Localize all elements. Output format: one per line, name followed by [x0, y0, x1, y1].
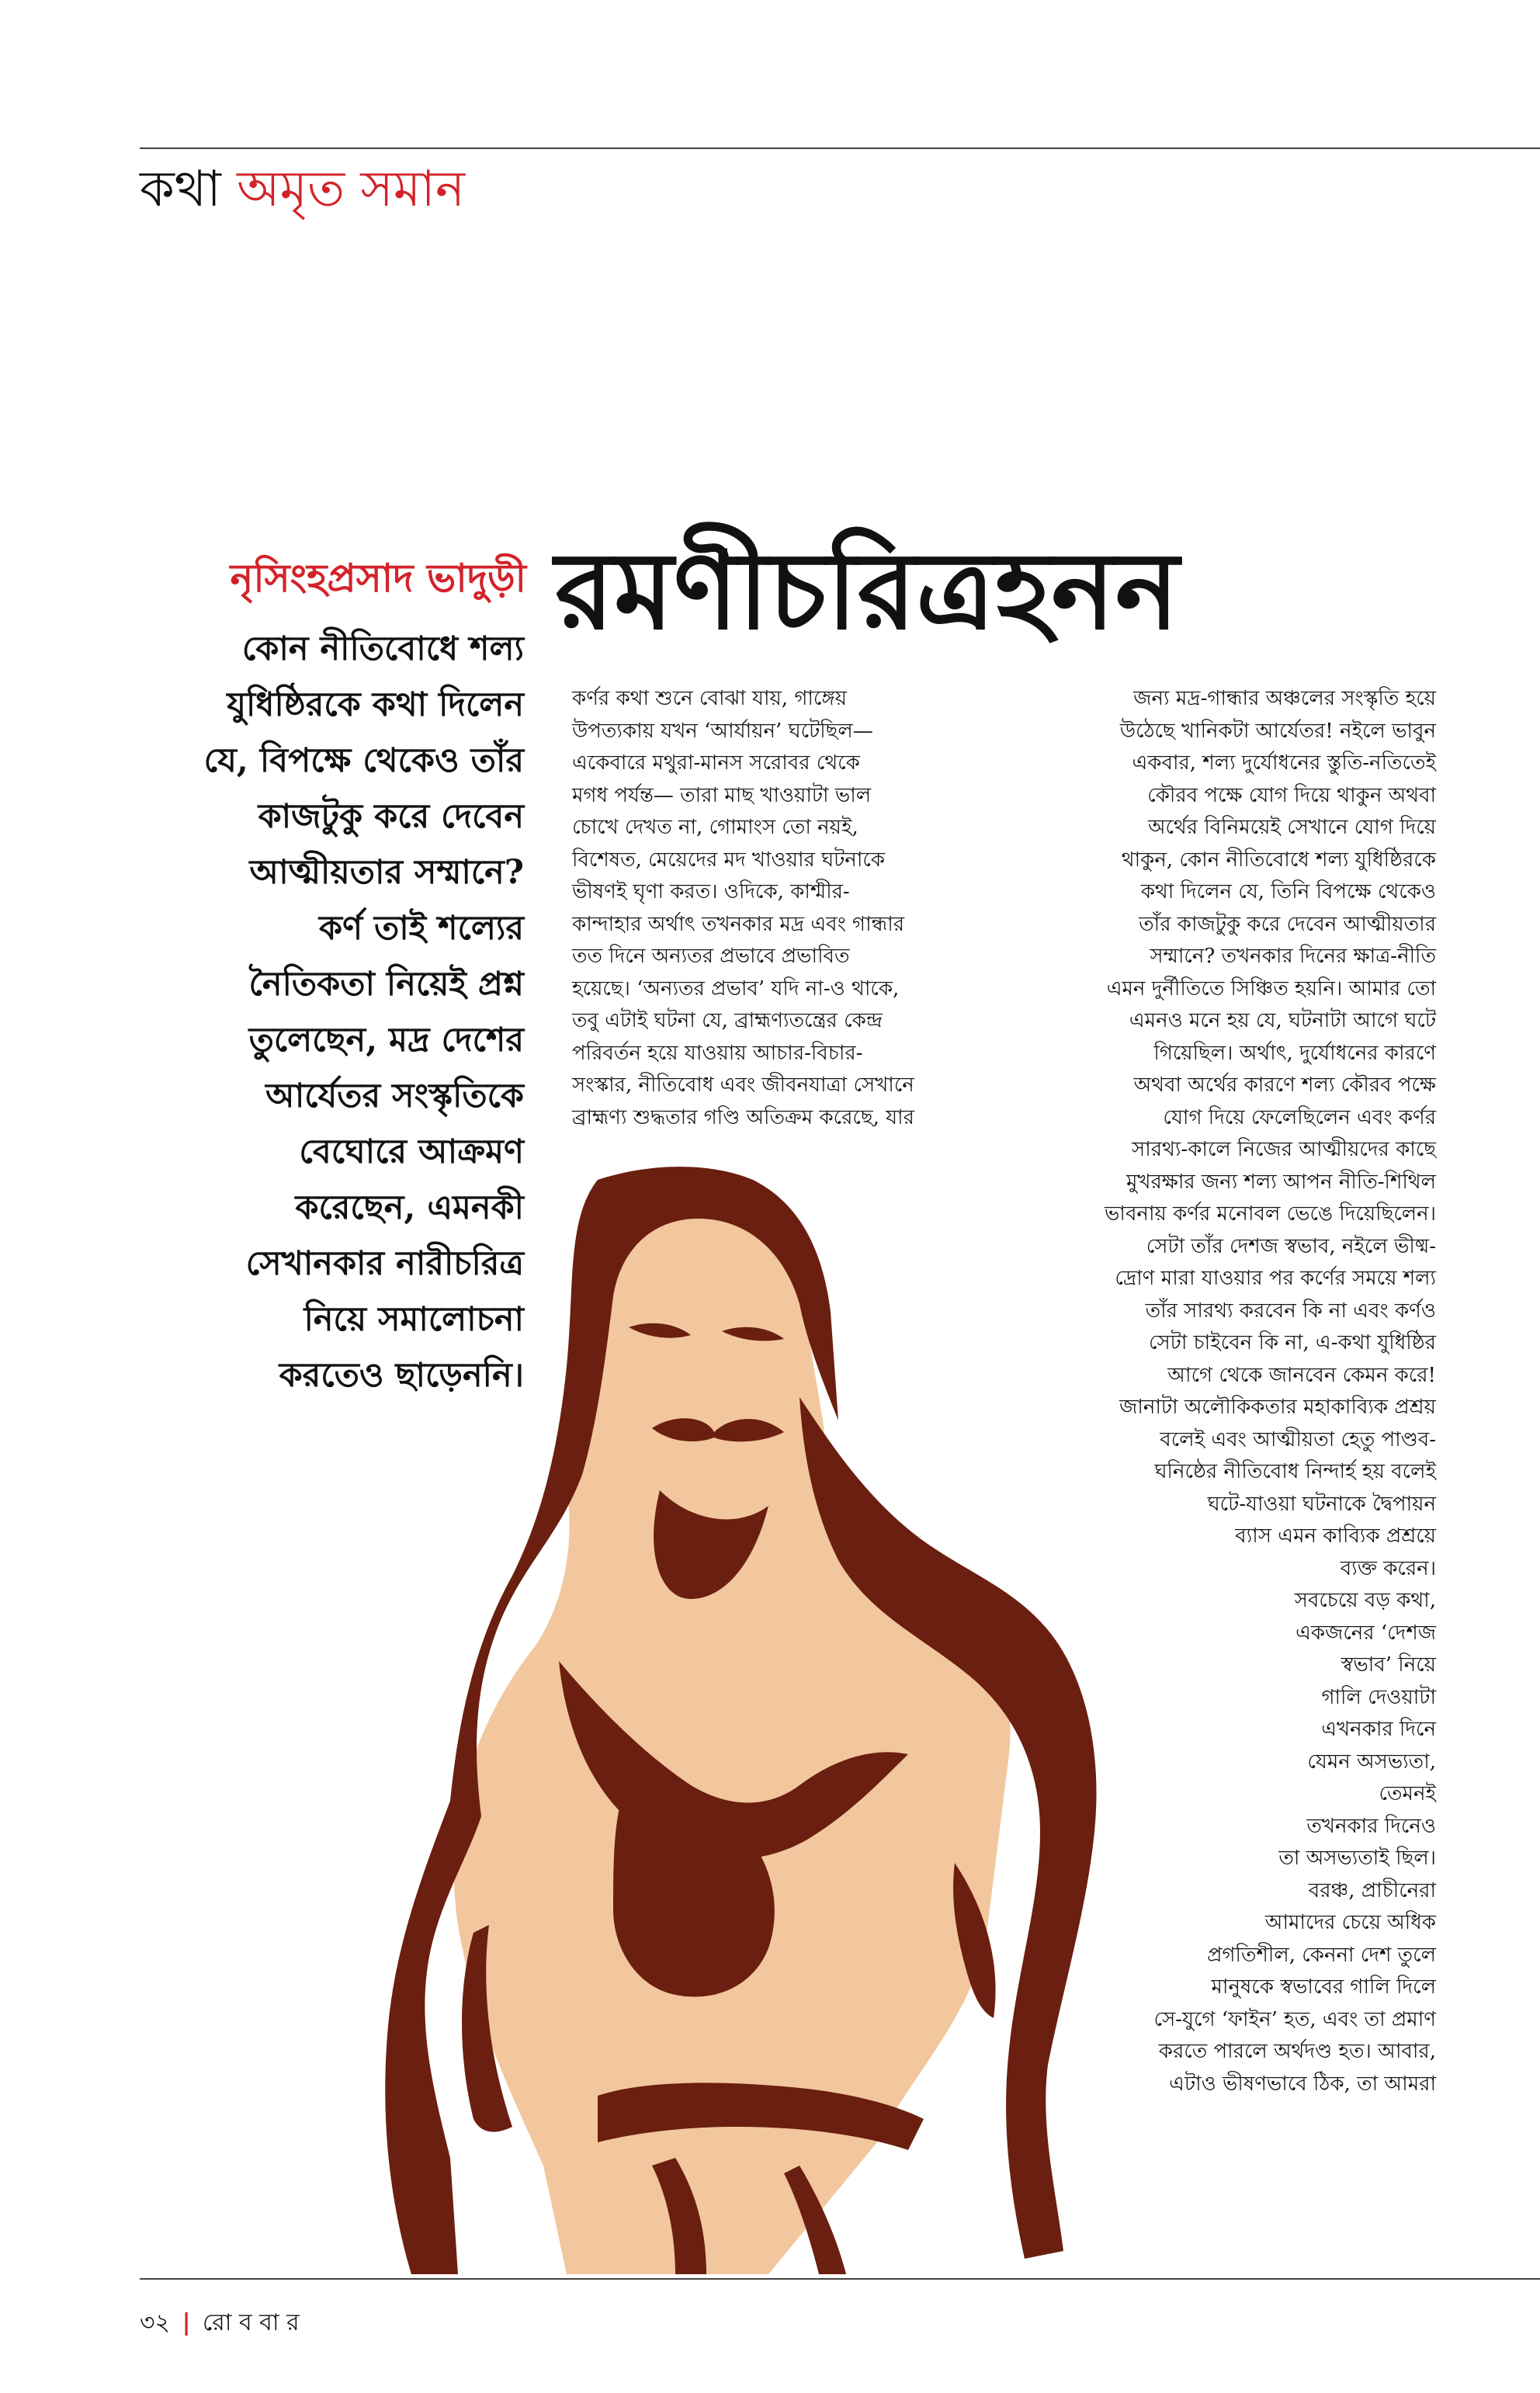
column2-line: থাকুন, কোন নীতিবোধে শল্য যুধিষ্ঠিরকে: [1121, 848, 1436, 872]
article-headline: রমণীচরিত্রহনন: [555, 527, 1179, 654]
column1-line: সংস্কার, নীতিবোধ এবং জীবনযাত্রা সেখানে: [572, 1073, 914, 1097]
pull-quote-line: করেছেন, এমনকী: [295, 1188, 524, 1227]
column2-line: ব্যক্ত করেন।: [1340, 1556, 1436, 1580]
column2-line: জানাটা অলৌকিকতার মহাকাব্যিক প্রশ্রয়: [1119, 1396, 1436, 1419]
pull-quote-line: সেখানকার নারীচরিত্র: [245, 1244, 524, 1283]
bottom-rule: [140, 2278, 1540, 2280]
column2-line: মানুষকে স্বভাবের গালি দিলে: [1211, 1975, 1436, 1999]
column2-line: এটাও ভীষণভাবে ঠিক, তা আমরা: [1169, 2072, 1436, 2096]
column2-line: তাঁর কাজটুকু করে দেবেন আত্মীয়তার: [1139, 912, 1436, 936]
column2-line: একজনের ‘দেশজ: [1295, 1621, 1436, 1645]
pull-quote-line: নিয়ে সমালোচনা: [303, 1300, 524, 1339]
column2-line: আগে থেকে জানবেন কেমন করে!: [1167, 1363, 1436, 1387]
column2-line: অর্থের বিনিময়েই সেখানে যোগ দিয়ে: [1147, 816, 1436, 839]
column1-line: বিশেষত, মেয়েদের মদ খাওয়ার ঘটনাকে: [572, 848, 885, 872]
column2-line: সম্মানে? তখনকার দিনের ক্ষাত্র-নীতি: [1150, 945, 1436, 968]
column2-line: সেটা চাইবেন কি না, এ-কথা যুধিষ্ঠির: [1148, 1331, 1436, 1354]
column2-line: ব্যাস এমন কাব্যিক প্রশ্রয়ে: [1235, 1524, 1436, 1548]
column1-line: কান্দাহার অর্থাৎ তখনকার মদ্র এবং গান্ধার: [572, 912, 905, 936]
column2-line: অথবা অর্থের কারণে শল্য কৌরব পক্ষে: [1133, 1073, 1436, 1097]
section-header: [140, 161, 466, 218]
column1-line: ভীষণই ঘৃণা করত। ওদিকে, কাশ্মীর-: [572, 880, 850, 903]
pull-quote-line: করতেও ছাড়েননি।: [279, 1356, 524, 1395]
column2-line: সারথ্য-কালে নিজের আত্মীয়দের কাছে: [1132, 1138, 1436, 1161]
column2-line: গিয়েছিল। অর্থাৎ, দুর্যোধনের কারণে: [1153, 1041, 1436, 1065]
column2-line: ঘটে-যাওয়া ঘটনাকে দ্বৈপায়ন: [1207, 1492, 1436, 1516]
column2-line: একবার, শল্য দুর্যোধনের স্তুতি-নতিতেই: [1132, 751, 1436, 775]
column2-line: যেমন অসভ্যতা,: [1307, 1750, 1436, 1774]
pull-quote-line: কর্ণ তাই শল্যের: [318, 909, 524, 948]
column2-line: সবচেয়ে বড় কথা,: [1294, 1589, 1436, 1612]
pull-quote-line: তুলেছেন, মদ্র দেশের: [248, 1021, 524, 1060]
column2-line: এমন দুর্নীতিতে সিঞ্চিত হয়নি। আমার তো: [1106, 976, 1436, 1001]
magazine-name: রো ব বা র: [203, 2309, 300, 2336]
column2-line: তাঁর সারথ্য করবেন কি না এবং কর্ণও: [1145, 1299, 1436, 1323]
article-column-1: [572, 683, 1007, 1134]
pull-quote-line: যে, বিপক্ষে থেকেও তাঁর: [203, 741, 524, 780]
column2-line: কথা দিলেন যে, তিনি বিপক্ষে থেকেও: [1140, 880, 1436, 903]
page-number: ৩২: [140, 2309, 171, 2336]
column2-line: তা অসভ্যতাই ছিল।: [1278, 1847, 1436, 1870]
pull-quote-line: কোন নীতিবোধে শল্য: [241, 629, 524, 668]
article-column-2: [1001, 683, 1436, 2100]
column1-line: একেবারে মথুরা-মানস সরোবর থেকে: [572, 751, 860, 775]
pull-quote-line: কাজটুকু করে দেবেন: [258, 797, 524, 836]
column1-line: তবু এটাই ঘটনা যে, ব্রাহ্মণ্যতন্ত্রের কেন্দ্র: [572, 1009, 883, 1032]
pull-quote-line: আত্মীয়তার সম্মানে?: [249, 853, 524, 892]
column2-line: মুখরক্ষার জন্য শল্য আপন নীতি-শিথিল: [1126, 1170, 1436, 1194]
pull-quote-line: নৈতিকতা নিয়েই প্রশ্ন: [248, 965, 524, 1004]
column2-line: ঘনিষ্ঠের নীতিবোধ নিন্দার্হ হয় বলেই: [1154, 1460, 1436, 1483]
column2-line: তখনকার দিনেও: [1306, 1814, 1436, 1838]
column2-line: এখনকার দিনে: [1321, 1718, 1436, 1741]
pull-quote-line: বেঘোরে আক্রমণ: [299, 1132, 524, 1171]
column1-line: চোখে দেখত না, গোমাংস তো নয়ই,: [572, 816, 858, 839]
column2-line: বলেই এবং আত্মীয়তা হেতু পাণ্ডব-: [1160, 1427, 1436, 1451]
page-footer: [140, 2304, 300, 2343]
section-prefix: কথা: [140, 161, 221, 218]
column1-line: মগধ পর্যন্ত— তারা মাছ খাওয়াটা ভাল: [572, 783, 872, 807]
column1-line: উপত্যকায় যখন ‘আর্যায়ন’ ঘটেছিল—: [572, 719, 873, 743]
section-highlight: অমৃত সমান: [237, 161, 466, 218]
column2-line: ভাবনায় কর্ণর মনোবল ভেঙে দিয়েছিলেন।: [1105, 1202, 1436, 1226]
column1-line: হয়েছে। ‘অন্যতর প্রভাব’ যদি না-ও থাকে,: [572, 976, 900, 1001]
column2-line: যোগ দিয়ে ফেলেছিলেন এবং কর্ণর: [1163, 1105, 1436, 1129]
top-rule: [140, 147, 1540, 149]
column1-line: তত দিনে অন্যতর প্রভাবে প্রভাবিত: [572, 945, 850, 968]
column2-line: তেমনই: [1379, 1782, 1436, 1805]
column2-line: কৌরব পক্ষে যোগ দিয়ে থাকুন অথবা: [1147, 783, 1436, 807]
column2-line: প্রগতিশীল, কেননা দেশ তুলে: [1207, 1943, 1436, 1967]
footer-separator: |: [182, 2309, 191, 2336]
column2-line: জন্য মদ্র-গান্ধার অঞ্চলের সংস্কৃতি হয়ে: [1133, 687, 1436, 710]
column2-line: উঠেছে খানিকটা আর্যেতর! নইলে ভাবুন: [1119, 719, 1436, 743]
column2-line: গালি দেওয়াটা: [1321, 1685, 1436, 1709]
column1-line: ব্রাহ্মণ্য শুদ্ধতার গণ্ডি অতিক্রম করেছে, যার: [572, 1105, 914, 1129]
column2-line: এমনও মনে হয় যে, ঘটনাটা আগে ঘটে: [1129, 1009, 1436, 1032]
column2-line: করতে পারলে অর্থদণ্ড হত। আবার,: [1158, 2040, 1436, 2063]
column2-line: সে-যুগে ‘ফাইন’ হত, এবং তা প্রমাণ: [1153, 2007, 1436, 2031]
column2-line: স্বভাব’ নিয়ে: [1341, 1653, 1436, 1677]
pull-quote-line: আর্যেতর সংস্কৃতিকে: [265, 1077, 524, 1115]
column2-line: সেটা তাঁর দেশজ স্বভাব, নইলে ভীষ্ম-: [1146, 1234, 1436, 1258]
column2-line: দ্রোণ মারা যাওয়ার পর কর্ণের সময়ে শল্য: [1115, 1267, 1436, 1290]
column1-line: পরিবর্তন হয়ে যাওয়ায় আচার-বিচার-: [572, 1041, 863, 1065]
column2-line: বরঞ্চ, প্রাচীনেরা: [1308, 1878, 1436, 1902]
author-name: নৃসিংহপ্রসাদ ভাদুড়ী: [230, 555, 526, 601]
column1-line: কর্ণর কথা শুনে বোঝা যায়, গাঙ্গেয়: [572, 687, 847, 710]
column2-line: আমাদের চেয়ে অধিক: [1264, 1911, 1436, 1934]
pull-quote-line: যুধিষ্ঠিরকে কথা দিলেন: [227, 685, 524, 724]
